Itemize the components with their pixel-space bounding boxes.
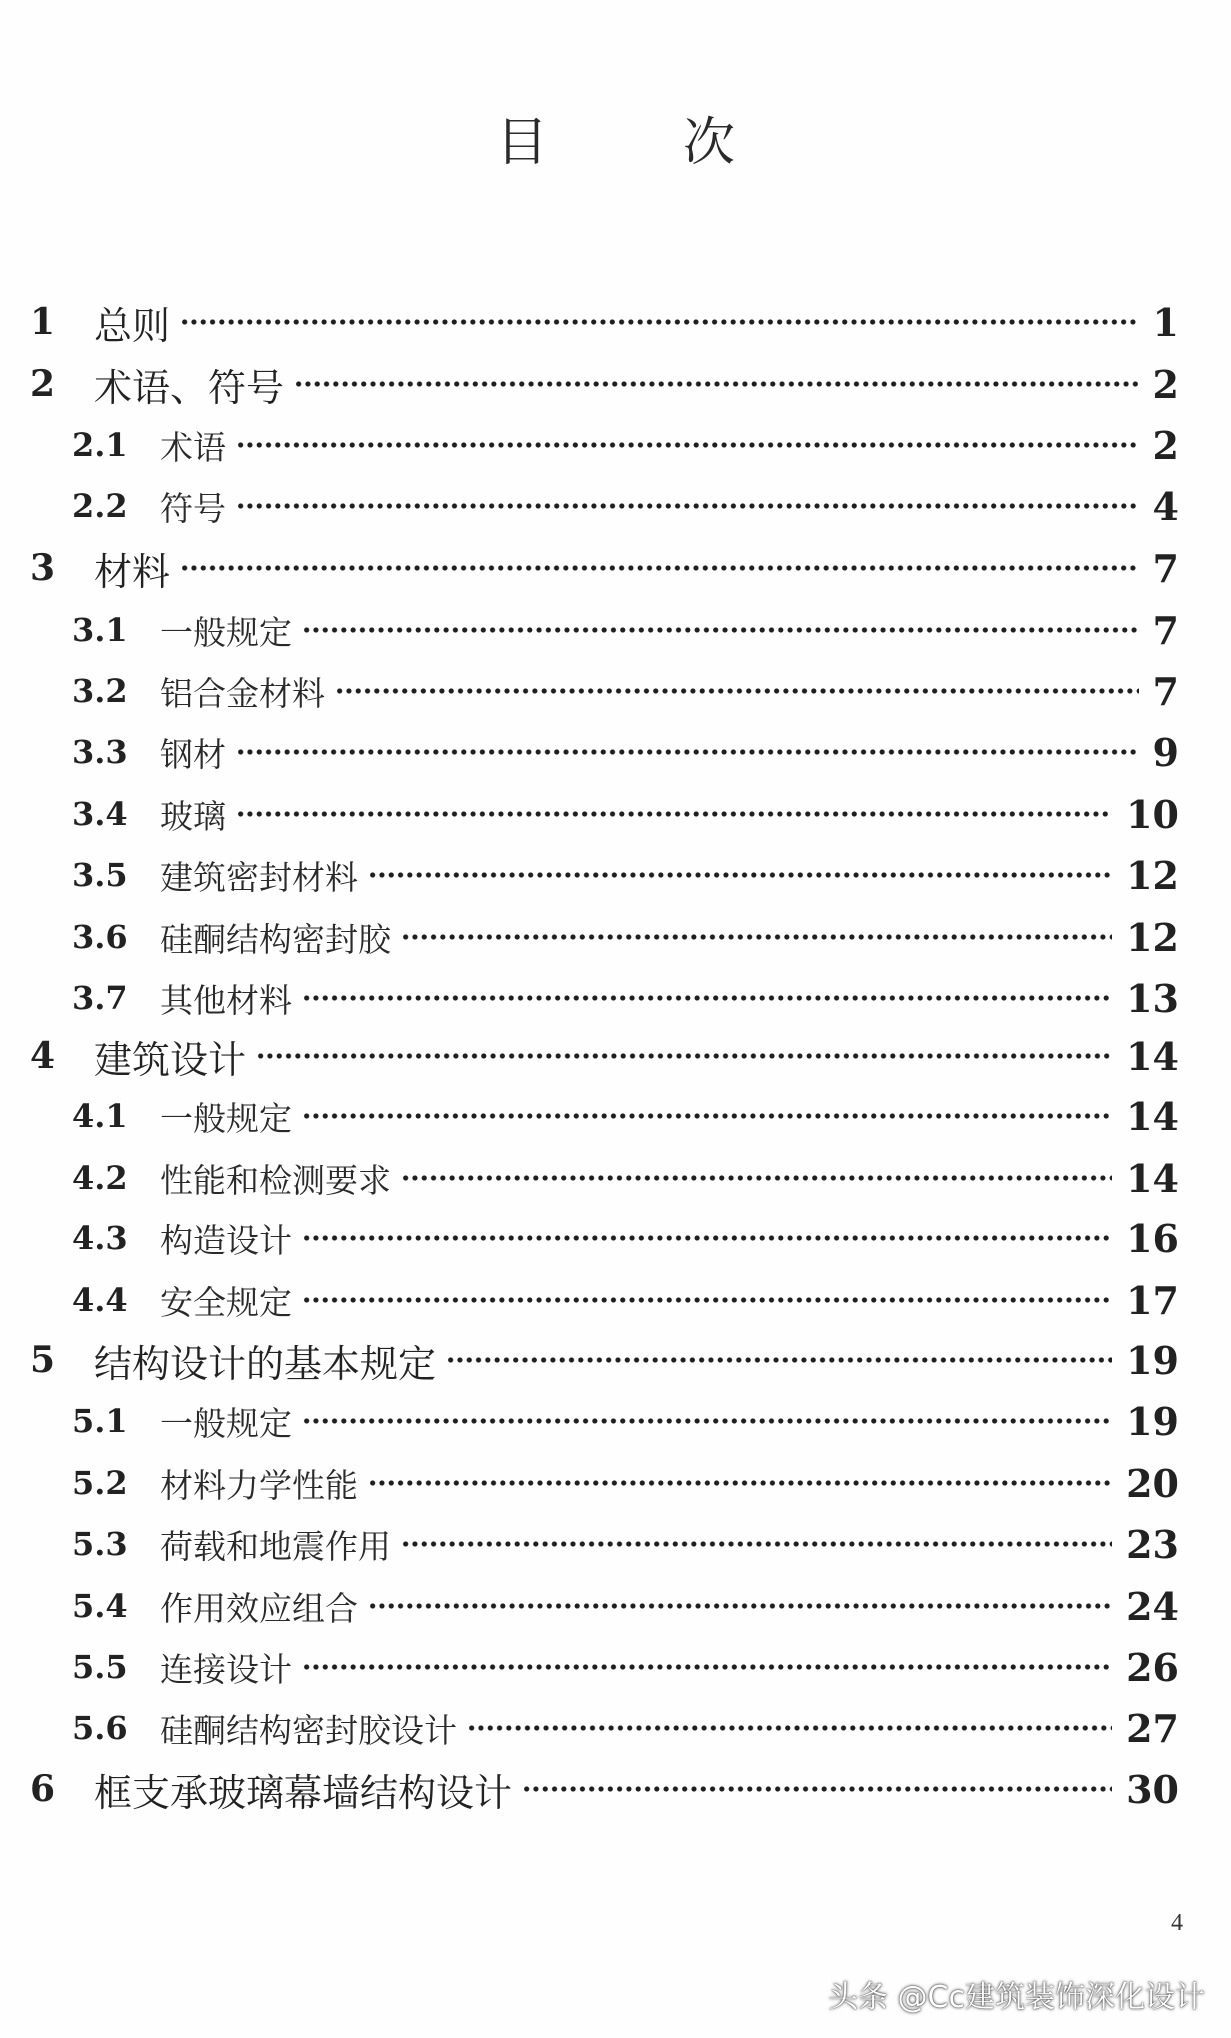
toc-entry	[0, 850, 1231, 900]
toc-entry-page: 14	[1126, 1155, 1179, 1201]
toc-entry-number: 4.2	[72, 1159, 128, 1197]
page-title	[0, 100, 1231, 180]
toc-entry-title: 建筑密封材料	[160, 857, 358, 897]
toc-entry-page: 20	[1126, 1460, 1179, 1506]
toc-entry	[0, 359, 1231, 409]
toc-entry-number: 5.3	[72, 1525, 128, 1563]
toc-leader-dots	[236, 501, 1139, 511]
toc-leader-dots	[236, 809, 1112, 819]
toc-leader-dots	[401, 1173, 1112, 1183]
toc-entry-page: 12	[1126, 914, 1179, 960]
toc-leader-dots	[302, 1416, 1112, 1426]
toc-leader-dots	[302, 1233, 1112, 1243]
toc-entry-page: 7	[1152, 545, 1179, 591]
toc-entry-title: 一般规定	[160, 612, 292, 652]
toc-leader-dots	[401, 1539, 1112, 1549]
toc-entry-page: 16	[1126, 1215, 1179, 1261]
toc-entry-title: 术语	[160, 427, 226, 467]
toc-entry-number: 3.2	[72, 672, 128, 710]
toc-entry-title: 构造设计	[160, 1220, 292, 1260]
title-char-2: 次	[683, 113, 736, 173]
toc-entry	[0, 912, 1231, 962]
toc-entry-title: 符号	[160, 488, 226, 528]
toc-leader-dots	[180, 563, 1139, 573]
toc-entry-title: 一般规定	[160, 1403, 292, 1443]
toc-entry-page: 12	[1126, 852, 1179, 898]
toc-entry	[0, 1764, 1231, 1814]
toc-leader-dots	[236, 440, 1139, 450]
toc-entry-title: 性能和检测要求	[160, 1160, 391, 1200]
toc-entry-page: 13	[1126, 975, 1179, 1021]
toc-entry-title: 铝合金材料	[160, 673, 325, 713]
toc-entry-page: 10	[1126, 791, 1179, 837]
toc-entry-number: 3	[30, 547, 56, 589]
toc-entry-number: 6	[30, 1768, 56, 1810]
toc-entry-page: 14	[1126, 1033, 1179, 1079]
toc-entry-title: 荷载和地震作用	[160, 1526, 391, 1566]
toc-leader-dots	[302, 625, 1139, 635]
toc-entry-number: 4.4	[72, 1281, 128, 1319]
toc-leader-dots	[446, 1355, 1112, 1365]
toc-entry-number: 5	[30, 1339, 56, 1381]
title-char-1: 目	[495, 113, 548, 173]
toc-leader-dots	[368, 1601, 1112, 1611]
toc-entry-title: 钢材	[160, 734, 226, 774]
toc-leader-dots	[302, 1295, 1112, 1305]
toc-entry-number: 3.7	[72, 979, 128, 1017]
toc-entry-title: 玻璃	[160, 796, 226, 836]
toc-entry	[0, 1153, 1231, 1203]
toc-entry-page: 9	[1152, 729, 1179, 775]
toc-leader-dots	[236, 747, 1139, 757]
toc-entry-page: 7	[1152, 668, 1179, 714]
toc-entry-number: 3.4	[72, 795, 128, 833]
toc-entry	[0, 727, 1231, 777]
toc-entry-number: 5.4	[72, 1587, 128, 1625]
toc-entry-page: 19	[1126, 1398, 1179, 1444]
toc-entry-number: 3.3	[72, 733, 128, 771]
toc-entry	[0, 666, 1231, 716]
toc-entry-title: 作用效应组合	[160, 1588, 358, 1628]
toc-entry	[0, 1458, 1231, 1508]
toc-entry	[0, 481, 1231, 531]
toc-entry	[0, 420, 1231, 470]
toc-entry	[0, 973, 1231, 1023]
toc-entry-page: 26	[1126, 1644, 1179, 1690]
toc-entry-title: 硅酮结构密封胶	[160, 919, 391, 959]
toc-leader-dots	[256, 1051, 1112, 1061]
toc-entry-page: 23	[1126, 1521, 1179, 1567]
toc-entry-number: 3.5	[72, 856, 128, 894]
toc-entry	[0, 1703, 1231, 1753]
toc-entry	[0, 543, 1231, 593]
toc-leader-dots	[302, 993, 1112, 1003]
toc-entry-page: 17	[1126, 1277, 1179, 1323]
toc-entry-number: 4.1	[72, 1097, 128, 1135]
toc-entry-number: 4.3	[72, 1219, 128, 1257]
toc-entry-page: 19	[1126, 1337, 1179, 1383]
toc-entry-title: 连接设计	[160, 1649, 292, 1689]
toc-entry-title: 总则	[94, 303, 171, 348]
toc-entry-title: 术语、符号	[94, 365, 285, 410]
toc-entry-title: 建筑设计	[94, 1037, 247, 1082]
toc-entry-page: 30	[1126, 1766, 1179, 1812]
toc-leader-dots	[368, 870, 1112, 880]
toc-entry	[0, 1335, 1231, 1385]
toc-entry-page: 2	[1152, 361, 1179, 407]
toc-entry-number: 2	[30, 363, 56, 405]
toc-entry	[0, 1396, 1231, 1446]
toc-entry-title: 安全规定	[160, 1282, 292, 1322]
toc-entry-page: 14	[1126, 1093, 1179, 1139]
toc-entry-number: 5.1	[72, 1402, 128, 1440]
toc-leader-dots	[401, 932, 1112, 942]
toc-entry-title: 材料	[94, 549, 171, 594]
toc-leader-dots	[302, 1662, 1112, 1672]
toc-entry	[0, 1275, 1231, 1325]
toc-entry-number: 3.6	[72, 918, 128, 956]
toc-entry-title: 硅酮结构密封胶设计	[160, 1710, 457, 1750]
toc-entry-page: 1	[1152, 299, 1179, 345]
toc-leader-dots	[522, 1784, 1112, 1794]
toc-entry	[0, 1091, 1231, 1141]
toc-leader-dots	[368, 1478, 1112, 1488]
toc-leader-dots	[294, 379, 1139, 389]
toc-entry-number: 3.1	[72, 611, 128, 649]
toc-leader-dots	[467, 1723, 1112, 1733]
toc-entry	[0, 1031, 1231, 1081]
toc-entry-page: 4	[1152, 483, 1179, 529]
toc-entry-page: 24	[1126, 1583, 1179, 1629]
toc-entry-number: 5.6	[72, 1709, 128, 1747]
toc-entry	[0, 789, 1231, 839]
toc-leader-dots	[180, 317, 1139, 327]
toc-entry-number: 4	[30, 1035, 56, 1077]
toc-leader-dots	[335, 686, 1139, 696]
toc-entry	[0, 1519, 1231, 1569]
toc-entry-number: 1	[30, 301, 56, 343]
toc-entry-number: 5.5	[72, 1648, 128, 1686]
toc-entry-title: 框支承玻璃幕墙结构设计	[94, 1770, 513, 1815]
toc-entry	[0, 1213, 1231, 1263]
toc-leader-dots	[302, 1111, 1112, 1121]
toc-entry	[0, 1642, 1231, 1692]
toc-entry-title: 材料力学性能	[160, 1465, 358, 1505]
toc-entry-number: 2.1	[72, 426, 128, 464]
toc-entry-page: 27	[1126, 1705, 1179, 1751]
toc-entry-page: 2	[1152, 422, 1179, 468]
toc-entry-page: 7	[1152, 607, 1179, 653]
toc-entry	[0, 605, 1231, 655]
toc-entry	[0, 297, 1231, 347]
toc-entry	[0, 1581, 1231, 1631]
page-number: 4	[1171, 1910, 1183, 1936]
toc-entry-title: 一般规定	[160, 1098, 292, 1138]
watermark: 头条 @Cc建筑装饰深化设计	[828, 1980, 1205, 2015]
toc-entry-number: 2.2	[72, 487, 128, 525]
toc-entry-number: 5.2	[72, 1464, 128, 1502]
toc-entry-title: 其他材料	[160, 980, 292, 1020]
toc-entry-title: 结构设计的基本规定	[94, 1341, 437, 1386]
